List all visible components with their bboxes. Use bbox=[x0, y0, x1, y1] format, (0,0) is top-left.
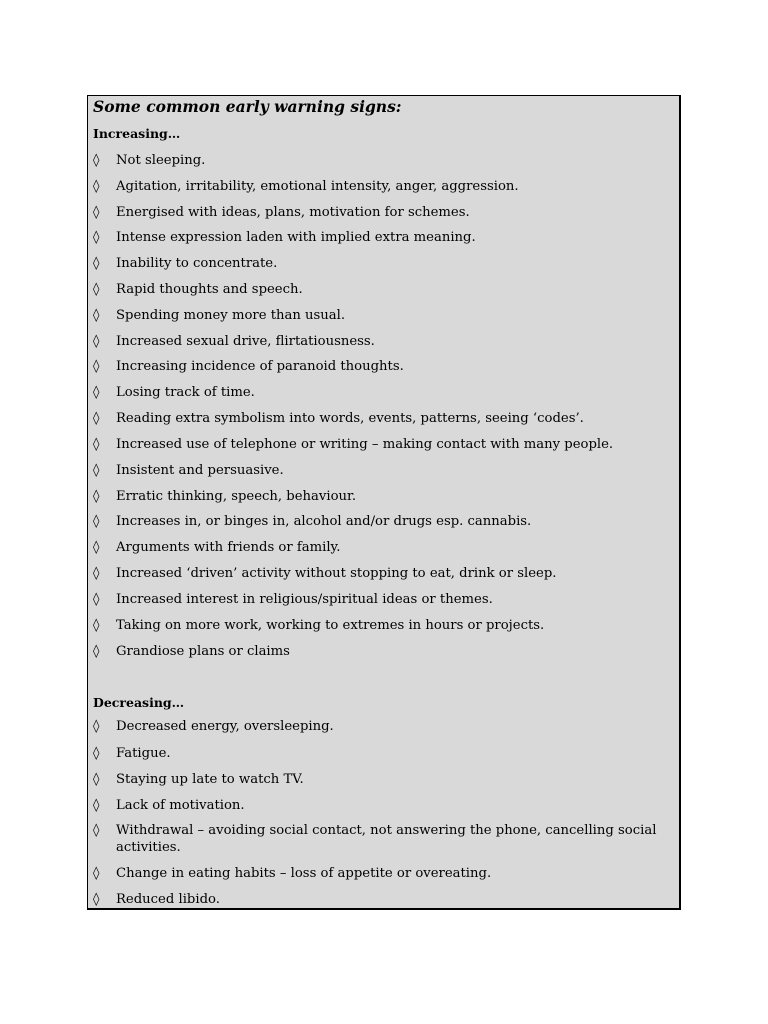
list-item: ◊ Energised with ideas, plans, motivation for schemes. bbox=[93, 205, 470, 220]
diamond-bullet-icon: ◊ bbox=[93, 772, 100, 787]
list-item: ◊ Lack of motivation. bbox=[93, 798, 245, 813]
diamond-bullet-icon: ◊ bbox=[93, 463, 100, 478]
list-item: ◊ Erratic thinking, speech, behaviour. bbox=[93, 489, 357, 504]
diamond-bullet-icon: ◊ bbox=[93, 540, 100, 555]
diamond-bullet-icon: ◊ bbox=[93, 334, 100, 349]
diamond-bullet-icon: ◊ bbox=[93, 823, 100, 838]
diamond-bullet-icon: ◊ bbox=[93, 746, 100, 761]
page-title: Some common early warning signs: bbox=[93, 97, 402, 116]
list-item: ◊ Increased ‘driven’ activity without stopping to eat, drink or sleep. bbox=[93, 566, 557, 581]
list-item: ◊ Losing track of time. bbox=[93, 385, 255, 400]
diamond-bullet-icon: ◊ bbox=[93, 618, 100, 633]
list-item: ◊ Decreased energy, oversleeping. bbox=[93, 719, 334, 734]
diamond-bullet-icon: ◊ bbox=[93, 256, 100, 271]
list-item: ◊ Increasing incidence of paranoid thoughts. bbox=[93, 359, 404, 374]
diamond-bullet-icon: ◊ bbox=[93, 153, 100, 168]
list-item: ◊ Arguments with friends or family. bbox=[93, 540, 341, 555]
list-item: ◊ Fatigue. bbox=[93, 746, 171, 761]
diamond-bullet-icon: ◊ bbox=[93, 282, 100, 297]
list-item: ◊ Increases in, or binges in, alcohol and/or drugs esp. cannabis. bbox=[93, 514, 532, 529]
diamond-bullet-icon: ◊ bbox=[93, 437, 100, 452]
diamond-bullet-icon: ◊ bbox=[93, 489, 100, 504]
increasing-heading: Increasing… bbox=[93, 126, 181, 141]
diamond-bullet-icon: ◊ bbox=[93, 866, 100, 881]
list-item: ◊ Grandiose plans or claims bbox=[93, 644, 290, 659]
decreasing-heading: Decreasing… bbox=[93, 695, 185, 710]
list-item: ◊ Insistent and persuasive. bbox=[93, 463, 284, 478]
list-item: ◊ Increased use of telephone or writing – making contact with many people. bbox=[93, 437, 614, 452]
diamond-bullet-icon: ◊ bbox=[93, 179, 100, 194]
list-item: ◊ Inability to concentrate. bbox=[93, 256, 278, 271]
list-item: ◊ Change in eating habits – loss of appetite or overeating. bbox=[93, 866, 492, 881]
list-item: ◊ Increased sexual drive, flirtatiousness. bbox=[93, 334, 375, 349]
diamond-bullet-icon: ◊ bbox=[93, 892, 100, 907]
list-item: ◊ Staying up late to watch TV. bbox=[93, 772, 304, 787]
diamond-bullet-icon: ◊ bbox=[93, 566, 100, 581]
diamond-bullet-icon: ◊ bbox=[93, 308, 100, 323]
diamond-bullet-icon: ◊ bbox=[93, 798, 100, 813]
list-item: ◊ Intense expression laden with implied extra meaning. bbox=[93, 230, 476, 245]
list-item: ◊ Reading extra symbolism into words, events, patterns, seeing ‘codes’. bbox=[93, 411, 584, 426]
list-item: ◊ Reduced libido. bbox=[93, 892, 220, 907]
diamond-bullet-icon: ◊ bbox=[93, 514, 100, 529]
diamond-bullet-icon: ◊ bbox=[93, 230, 100, 245]
list-item: ◊ Spending money more than usual. bbox=[93, 308, 346, 323]
list-item: ◊ Agitation, irritability, emotional intensity, anger, aggression. bbox=[93, 179, 519, 194]
diamond-bullet-icon: ◊ bbox=[93, 359, 100, 374]
diamond-bullet-icon: ◊ bbox=[93, 719, 100, 734]
list-item: ◊ Withdrawal – avoiding social contact, not answering the phone, cancelling social activities. bbox=[93, 823, 657, 855]
diamond-bullet-icon: ◊ bbox=[93, 385, 100, 400]
diamond-bullet-icon: ◊ bbox=[93, 644, 100, 659]
list-item: ◊ Taking on more work, working to extremes in hours or projects. bbox=[93, 618, 545, 633]
list-item: ◊ Not sleeping. bbox=[93, 153, 206, 168]
diamond-bullet-icon: ◊ bbox=[93, 411, 100, 426]
diamond-bullet-icon: ◊ bbox=[93, 205, 100, 220]
diamond-bullet-icon: ◊ bbox=[93, 592, 100, 607]
list-item: ◊ Rapid thoughts and speech. bbox=[93, 282, 303, 297]
list-item: ◊ Increased interest in religious/spiritual ideas or themes. bbox=[93, 592, 493, 607]
